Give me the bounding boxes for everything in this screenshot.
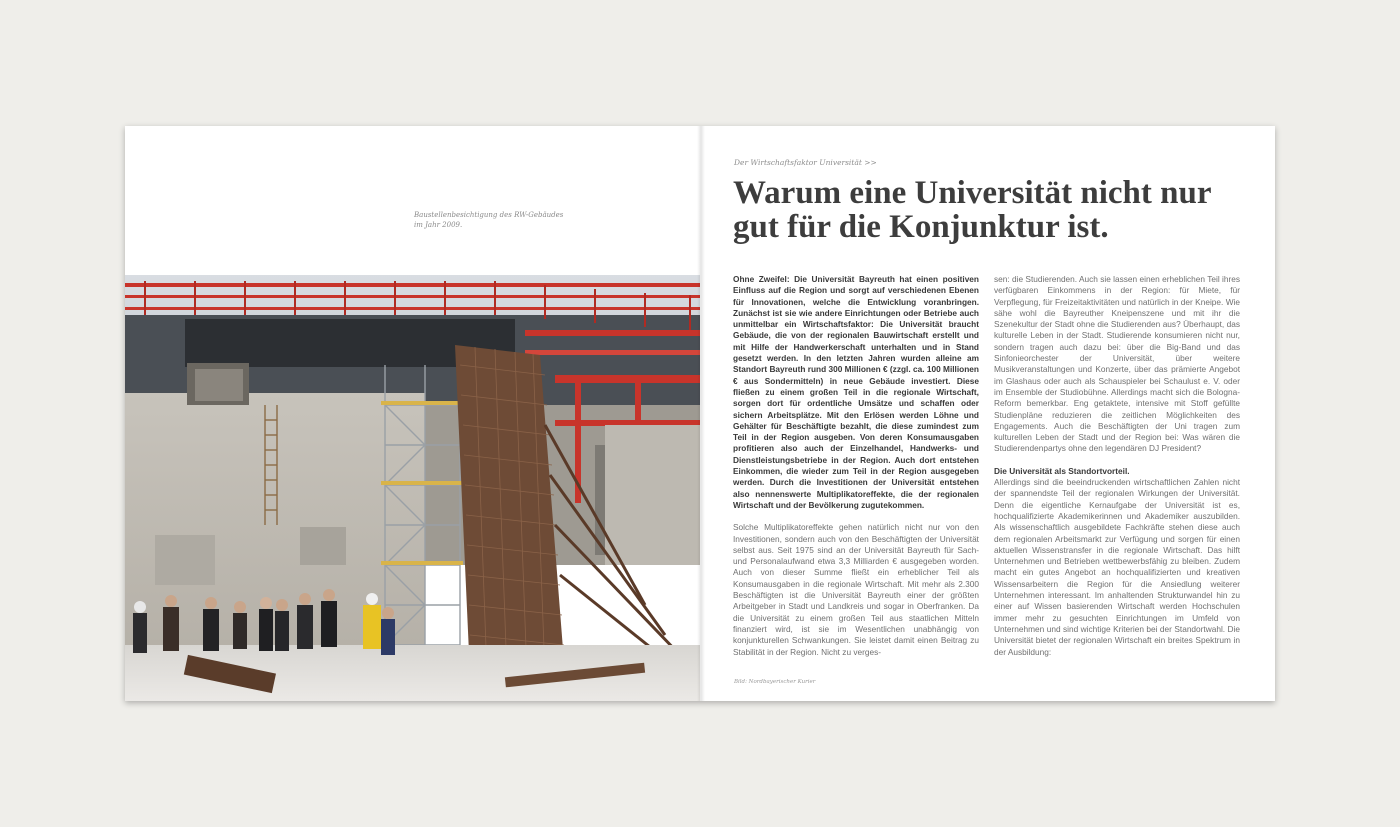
text-column-1 <box>733 274 979 658</box>
lead-paragraph: Ohne Zweifel: Die Universität Bayreuth hat einen positiven Einfluss auf die Region und sorgt auf verschiedenen Ebenen für Innovationen, welche die Entwicklung voranbringen. Zunächst ist sie wie andere Einrichtungen oder Betriebe auch unmittelbar ein Wirtschaftsfaktor: Die Universität braucht Gebäude, die von der regionalen Bauwirtschaft erstellt und mit Hilfe der Handwerkerschaft unterhalten und in Stand gesetzt werden. In den letzten Jahren wurden alleine am Standort Bayreuth rund 300 Millionen € (zzgl. ca. 100 Millionen € aus Sondermitteln) in neue Gebäude investiert. Diese fließen zu einem großen Teil in die regionale Wirtschaft, sorgen dort für ordentliche Umsätze und schaffen oder sichern Arbeitsplätze. Mit den Erlösen werden Löhne und Gehälter für Beschäftigte bezahlt, die diese zumindest zum Teil in der Region ausgeben. Von deren Konsumausgaben profitieren also auch der Einzelhandel, Handwerks- und Dienstleistungsbetriebe in der Region. Auch dort entstehen Einkommen, die wieder zum Teil in der Region ausgegeben werden. Durch die Investitionen der Universität entstehen also nennenswerte Multiplikatoreffekte, die der regionalen Wirtschaft und der Bevölkerung zugutekommen. <box>733 274 979 510</box>
photo-caption <box>414 210 614 230</box>
body-paragraph-2: Solche Multiplikatoreffekte gehen natürlich nicht nur von den Investitionen, sondern auch von den Beschäftigten der Universität selbst aus. Seit 1975 sind an der Universität Bayreuth für Sach- und Personalaufwand etwa 3,3 Milliarden € ausgegeben worden. Auch von dieser Summe fließt ein erheblicher Teil als Konsumausgaben in die regionale Wirtschaft. Mit mehr als 2.300 Beschäftigten ist die Universität Bayreuth einer der größten Arbeitgeber in Stadt und Landkreis und sogar in Oberfranken. Da die Universität zu einem großen Teil aus staatlichen Mitteln finanziert wird, ist sie im Wesentlichen unabhängig von konjunkturellen Schwankungen. Sie leistet damit einen Beitrag zu Stabilität in der Region. Nicht zu verges- <box>733 522 979 657</box>
section-kicker: Der Wirtschaftsfaktor Universität >> <box>734 158 877 167</box>
caption-line-2: im Jahr 2009. <box>414 221 463 229</box>
body-paragraph-4: Allerdings sind die beeindruckenden wirtschaftlichen Zahlen nicht der spannendste Teil der regionalen Wirkungen der Universität. Denn die eigentliche Kernaufgabe der Universität ist es, hochqualifizierte Akademikerinnen und Akademiker auszubilden. Als wissenschaftlich ausgebildete Fachkräfte stehen diese auch dem regionalen Arbeitsmarkt zur Verfügung und sorgen für einen aktuellen Wissenstransfer in die regionale Wirtschaft. Das hilft Unternehmen und Betrieben wettbewerbsfähig zu bleiben. Zudem macht ein gutes Angebot an hochqualifizierten und kreativen Wissensarbeitern die Region für die Ansiedlung weiterer Unternehmen interessant. Im anhaltenden Strukturwandel hin zu einer auf Wissen basierenden Wirtschaft werden Hochschulen immer mehr zu gesuchten Einrichtungen im Umfeld von Unternehmen und sind wichtige Kriterien bei der Standortwahl. Die Universität bietet der regionalen Wirtschaft ein breites Spektrum in der Ausbildung: <box>994 477 1240 657</box>
headline-line-1: Warum eine Universität nicht nur <box>733 175 1212 211</box>
text-column-2 <box>994 274 1240 658</box>
brochure-spread <box>125 126 1275 701</box>
left-page <box>125 126 700 701</box>
page-gutter <box>697 126 705 701</box>
section-subhead: Die Universität als Standortvorteil. <box>994 465 1130 476</box>
photo-credit: Bild: Nordbayerischer Kurier <box>734 679 816 685</box>
headline-line-2: gut für die Konjunktur ist. <box>733 209 1109 245</box>
article-headline <box>733 176 1253 244</box>
right-page <box>700 126 1275 701</box>
caption-line-1: Baustellenbesichtigung des RW-Gebäudes <box>414 211 564 219</box>
body-paragraph-3: sen: die Studierenden. Auch sie lassen einen erheblichen Teil ihres verfügbaren Einkommens in der Region: für Miete, für Verpflegung, für Freizeitaktivitäten und natürlich in der Kneipe. Wie sähe wohl die Bayreuther Kneipenszene und mit ihr die Szenekultur der Stadt ohne die Studierenden aus? Überhaupt, das kulturelle Leben in der Stadt. Studierende konsumieren nicht nur, sondern tragen auch dazu bei: über die Big-Band und das Sinfonieorchester der Universität, über weitere Musikveranstaltungen und Konzerte, über das prämierte Angebot im Glashaus oder auch als Schauspieler bei Schaulust e. V. oder im Ensemble der Studiobühne. Allerdings macht sich die Bologna-Reform bemerkbar. Eng getaktete, intensive mit Stoff gefüllte Studienpläne reduzieren die zeitlichen Möglichkeiten des Engagements. Auch die Beschäftigten der Uni tragen zum kulturellen Leben der Stadt und der Region bei: Was wären die Studierendenpartys ohne den legendären DJ President? <box>994 274 1240 454</box>
construction-site-photo <box>125 275 700 701</box>
